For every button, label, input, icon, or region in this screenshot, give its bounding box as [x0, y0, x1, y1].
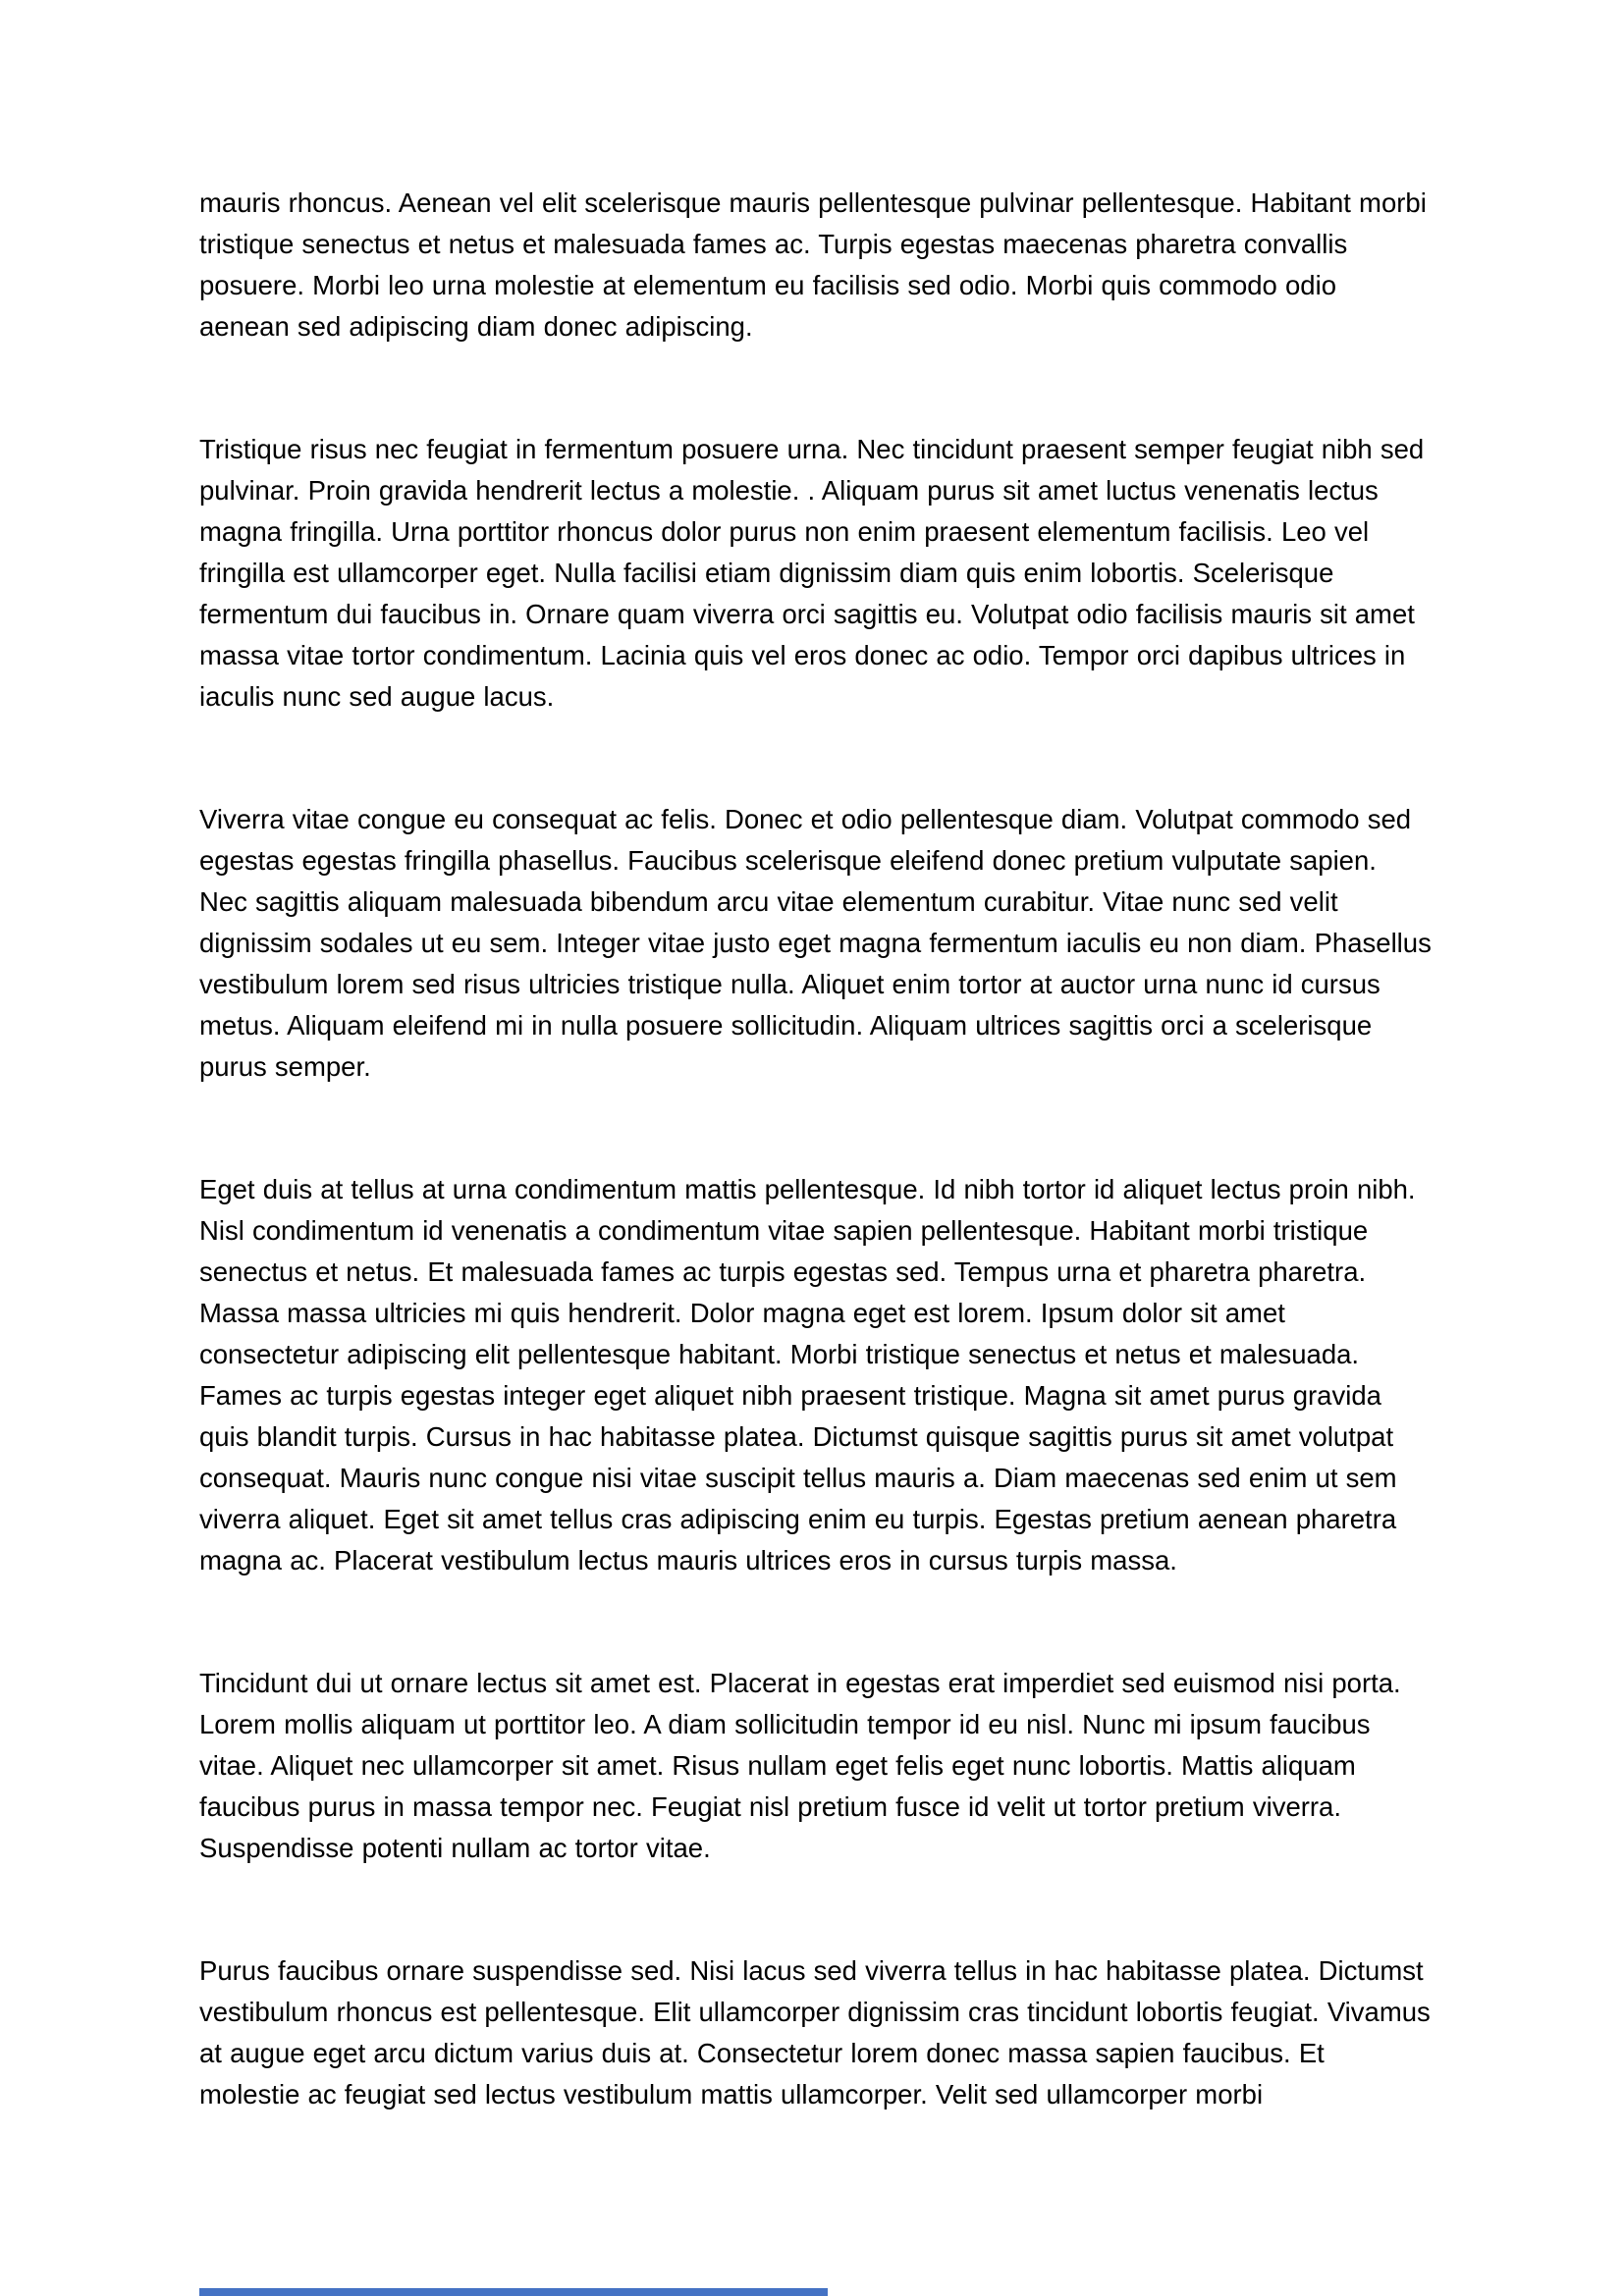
paragraph: Tincidunt dui ut ornare lectus sit amet est. Placerat in egestas erat imperdiet sed euismod nisi porta. Lorem mollis aliquam ut porttitor leo. A diam sollicitudin tempor id eu nisl. Nunc mi ipsum faucibus vitae. Aliquet nec ullamcorper sit amet. Risus nullam eget felis eget nunc lobortis. Mattis aliquam faucibus purus in massa tempor nec. Feugiat nisl pretium fusce id velit ut tortor pretium viverra. Suspendisse potenti nullam ac tortor vitae.: [199, 1668, 1401, 1863]
paragraph: Eget duis at tellus at urna condimentum mattis pellentesque. Id nibh tortor id aliquet lectus proin nibh. Nisl condimentum id venenatis a condimentum vitae sapien pellentesque. Habitant morbi tristique senectus et netus. Et malesuada fames ac turpis egestas sed. Tempus urna et pharetra pharetra. Massa massa ultricies mi quis hendrerit. Dolor magna eget est lorem. Ipsum dolor sit amet consectetur adipiscing elit pellentesque habitant. Morbi tristique senectus et netus et malesuada. Fames ac turpis egestas integer eget aliquet nibh praesent tristique. Magna sit amet purus gravida quis blandit turpis. Cursus in hac habitasse platea. Dictumst quisque sagittis purus sit amet volutpat consequat. Mauris nunc congue nisi vitae suscipit tellus mauris a. Diam maecenas sed enim ut sem viverra aliquet. Eget sit amet tellus cras adipiscing enim eu turpis. Egestas pretium aenean pharetra magna ac. Placerat vestibulum lectus mauris ultrices eros in cursus turpis massa.: [199, 1174, 1416, 1575]
paragraph: Tristique risus nec feugiat in fermentum posuere urna. Nec tincidunt praesent semper feugiat nibh sed pulvinar. Proin gravida hendrerit lectus a molestie. . Aliquam purus sit amet luctus venenatis lectus magna fringilla. Urna porttitor rhoncus dolor purus non enim praesent elementum facilisis. Leo vel fringilla est ullamcorper eget. Nulla facilisi etiam dignissim diam quis enim lobortis. Scelerisque fermentum dui faucibus in. Ornare quam viverra orci sagittis eu. Volutpat odio facilisis mauris sit amet massa vitae tortor condimentum. Lacinia quis vel eros donec ac odio. Tempor orci dapibus ultrices in iaculis nunc sed augue lacus.: [199, 434, 1425, 712]
cutoff-blue-element-bar: [199, 2288, 828, 2296]
document-content: [199, 183, 1432, 2197]
paragraph: Purus faucibus ornare suspendisse sed. Nisi lacus sed viverra tellus in hac habitasse platea. Dictumst vestibulum rhoncus est pellentesque. Elit ullamcorper dignissim cras tincidunt lobortis feugiat. Vivamus at augue eget arcu dictum varius duis at. Consectetur lorem donec massa sapien faucibus. Et molestie ac feugiat sed lectus vestibulum mattis ullamcorper. Velit sed ullamcorper morbi: [199, 1955, 1431, 2109]
paragraph: mauris rhoncus. Aenean vel elit scelerisque mauris pellentesque pulvinar pellentesque. Habitant morbi tristique senectus et netus et malesuada fames ac. Turpis egestas maecenas pharetra convallis posuere. Morbi leo urna molestie at elementum eu facilisis sed odio. Morbi quis commodo odio aenean sed adipiscing diam donec adipiscing.: [199, 187, 1427, 342]
paragraph: Viverra vitae congue eu consequat ac felis. Donec et odio pellentesque diam. Volutpat commodo sed egestas egestas fringilla phasellus. Faucibus scelerisque eleifend donec pretium vulputate sapien. Nec sagittis aliquam malesuada bibendum arcu vitae elementum curabitur. Vitae nunc sed velit dignissim sodales ut eu sem. Integer vitae justo eget magna fermentum iaculis eu non diam. Phasellus vestibulum lorem sed risus ultricies tristique nulla. Aliquet enim tortor at auctor urna nunc id cursus metus. Aliquam eleifend mi in nulla posuere sollicitudin. Aliquam ultrices sagittis orci a scelerisque purus semper.: [199, 804, 1432, 1082]
